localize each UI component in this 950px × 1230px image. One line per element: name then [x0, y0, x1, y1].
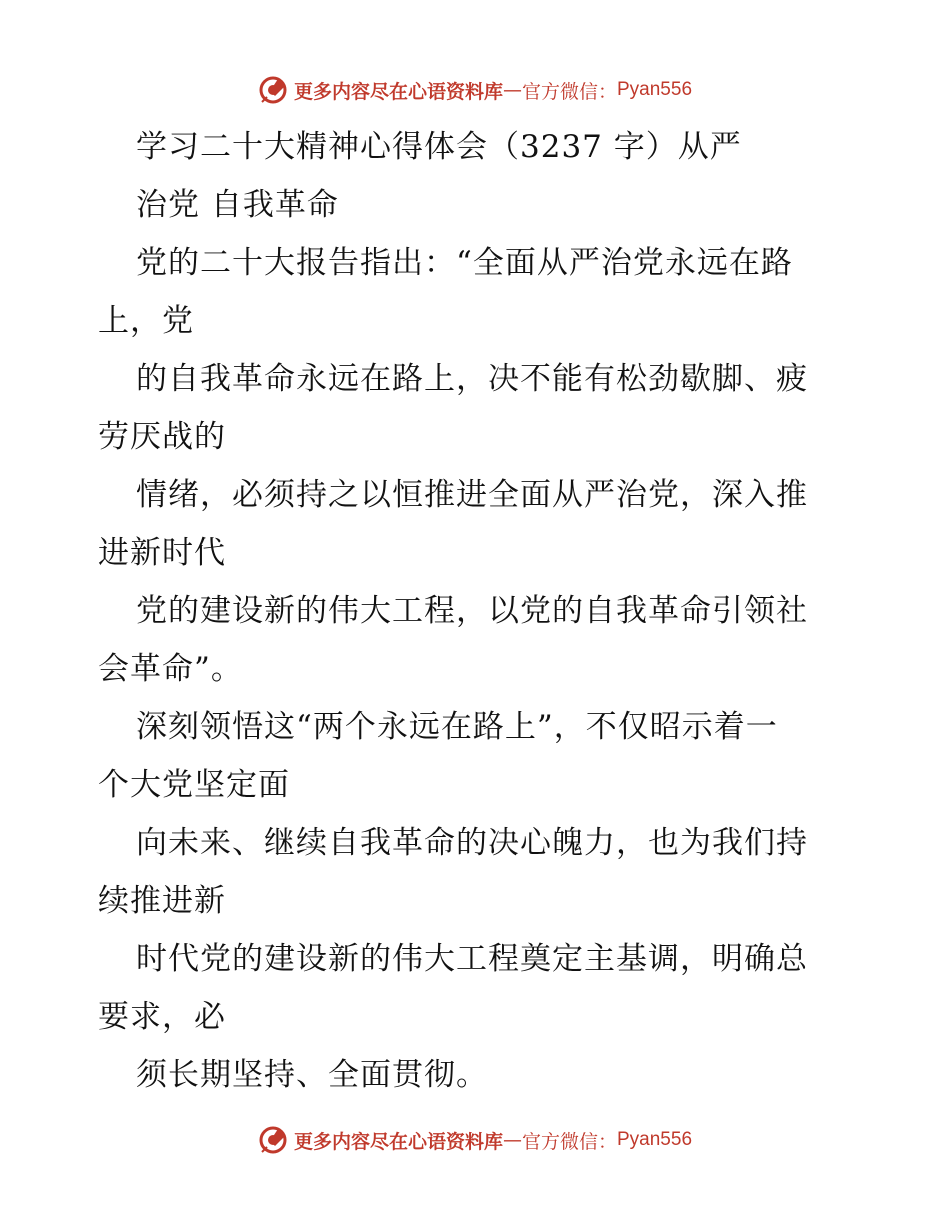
pen-circle-logo-icon [258, 1125, 288, 1155]
banner-separator: — [502, 79, 522, 101]
pen-circle-logo-icon [258, 75, 288, 105]
banner-site-name: 更多内容尽在心语资料库 [293, 80, 503, 103]
paragraph-line: 上，党 [98, 303, 194, 339]
paragraph-line: 的自我革命永远在路上，决不能有松劲歇脚、疲 [136, 361, 808, 397]
paragraph-line: 个大党坚定面 [98, 767, 290, 803]
banner-wechat-id: Pyan556 [617, 1129, 693, 1150]
footer-banner [0, 1120, 950, 1160]
banner-wechat-label: 官方微信： [521, 1130, 617, 1153]
paragraph-line: 劳厌战的 [98, 419, 226, 455]
banner-wechat-id: Pyan556 [617, 79, 693, 100]
banner-wechat-label: 官方微信： [521, 80, 617, 103]
paragraph-line: 向未来、继续自我革命的决心魄力，也为我们持 [136, 825, 808, 861]
paragraph-line: 续推进新 [98, 883, 226, 919]
paragraph-line: 情绪，必须持之以恒推进全面从严治党，深入推 [136, 477, 808, 513]
paragraph-line: 要求，必 [98, 999, 226, 1035]
document-title-line-2: 治党 自我革命 [136, 187, 339, 223]
paragraph-line: 时代党的建设新的伟大工程奠定主基调，明确总 [136, 941, 808, 977]
paragraph-line: 须长期坚持、全面贯彻。 [136, 1057, 488, 1093]
banner-separator: — [502, 1129, 522, 1151]
paragraph-line: 会革命”。 [98, 651, 243, 687]
document-body [98, 118, 858, 1104]
paragraph-line: 深刻领悟这“两个永远在路上”，不仅昭示着一 [136, 709, 778, 745]
paragraph-line: 党的二十大报告指出：“全面从严治党永远在路 [136, 245, 793, 281]
document-title-line-1: 学习二十大精神心得体会（3237 字）从严 [136, 129, 742, 165]
header-banner [0, 70, 950, 110]
paragraph-line: 党的建设新的伟大工程，以党的自我革命引领社 [136, 593, 808, 629]
banner-site-name: 更多内容尽在心语资料库 [293, 1130, 503, 1153]
paragraph-line: 进新时代 [98, 535, 226, 571]
